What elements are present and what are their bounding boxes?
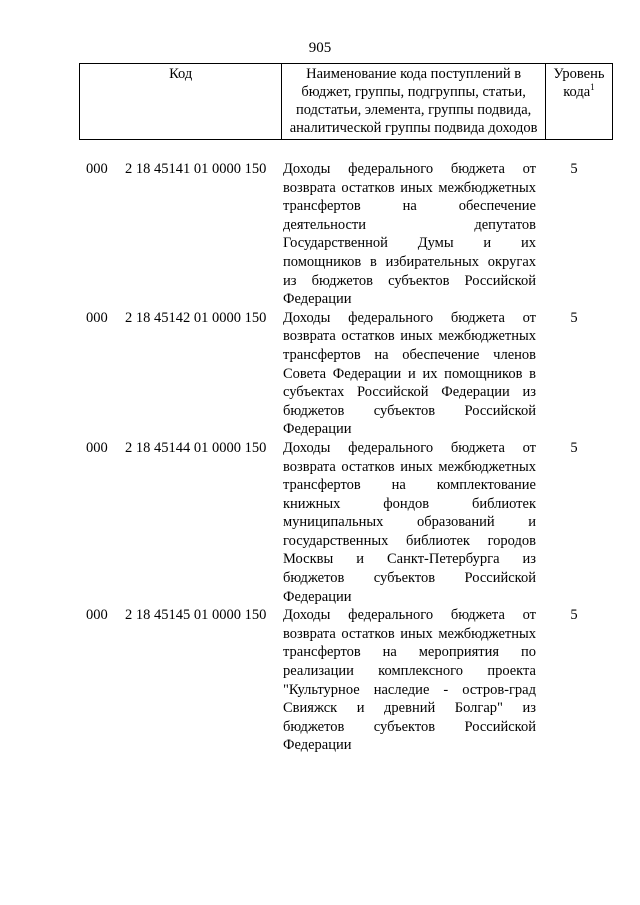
code-level: 5: [570, 439, 578, 456]
code-level: 5: [570, 607, 578, 624]
table-row: [0, 606, 640, 755]
page-number: 905: [308, 40, 332, 56]
header-level: [545, 64, 612, 140]
income-name: Доходы федерального бюджета от возврата остатков иных межбюджетных трансфертов на обеспечение деятельности депутатов Государственной Думы и их помощников в избирательных округах из бюджетов субъектов Российской Федерации: [283, 161, 536, 308]
code-level: 5: [570, 309, 578, 326]
table-row: [0, 160, 640, 309]
header-level-label: Уровень кода: [553, 66, 605, 100]
table-header: [79, 63, 613, 140]
table-row: [0, 439, 640, 606]
admin-code: 000: [86, 439, 108, 456]
table-body: [0, 160, 640, 755]
income-code: 2 18 45145 01 0000 150: [125, 607, 267, 624]
income-name: Доходы федерального бюджета от возврата остатков иных межбюджетных трансфертов на комплектование книжных фондов библиотек муниципальных образований и государственных библиотек городов Москвы и Санкт-Петербурга из бюджетов субъектов Российской Федерации: [283, 439, 536, 605]
admin-code: 000: [86, 161, 108, 177]
admin-code: 000: [86, 607, 108, 624]
income-code: 2 18 45141 01 0000 150: [125, 161, 267, 177]
code-level: 5: [570, 161, 578, 177]
income-name: Доходы федерального бюджета от возврата остатков иных межбюджетных трансфертов на мероприятия по реализации комплексного проекта "Культурное наследие - остров-град Свияжск и древний Болгар" из бюджетов субъектов Российской Федерации: [283, 607, 536, 754]
income-name: Доходы федерального бюджета от возврата остатков иных межбюджетных трансфертов на обеспечение членов Совета Федерации и их помощников в субъектах Российской Федерации из бюджетов субъектов Российской Федерации: [283, 309, 536, 438]
header-name: Наименование кода поступлений в бюджет, группы, подгруппы, статьи, подстатьи, элемента, группы подвида, аналитической группы подвида доходов: [282, 64, 545, 140]
footnote-mark: 1: [590, 82, 595, 93]
income-code: 2 18 45144 01 0000 150: [125, 439, 267, 456]
table-row: [0, 309, 640, 439]
header-code: Код: [80, 64, 282, 140]
income-code: 2 18 45142 01 0000 150: [125, 309, 267, 326]
admin-code: 000: [86, 309, 108, 326]
